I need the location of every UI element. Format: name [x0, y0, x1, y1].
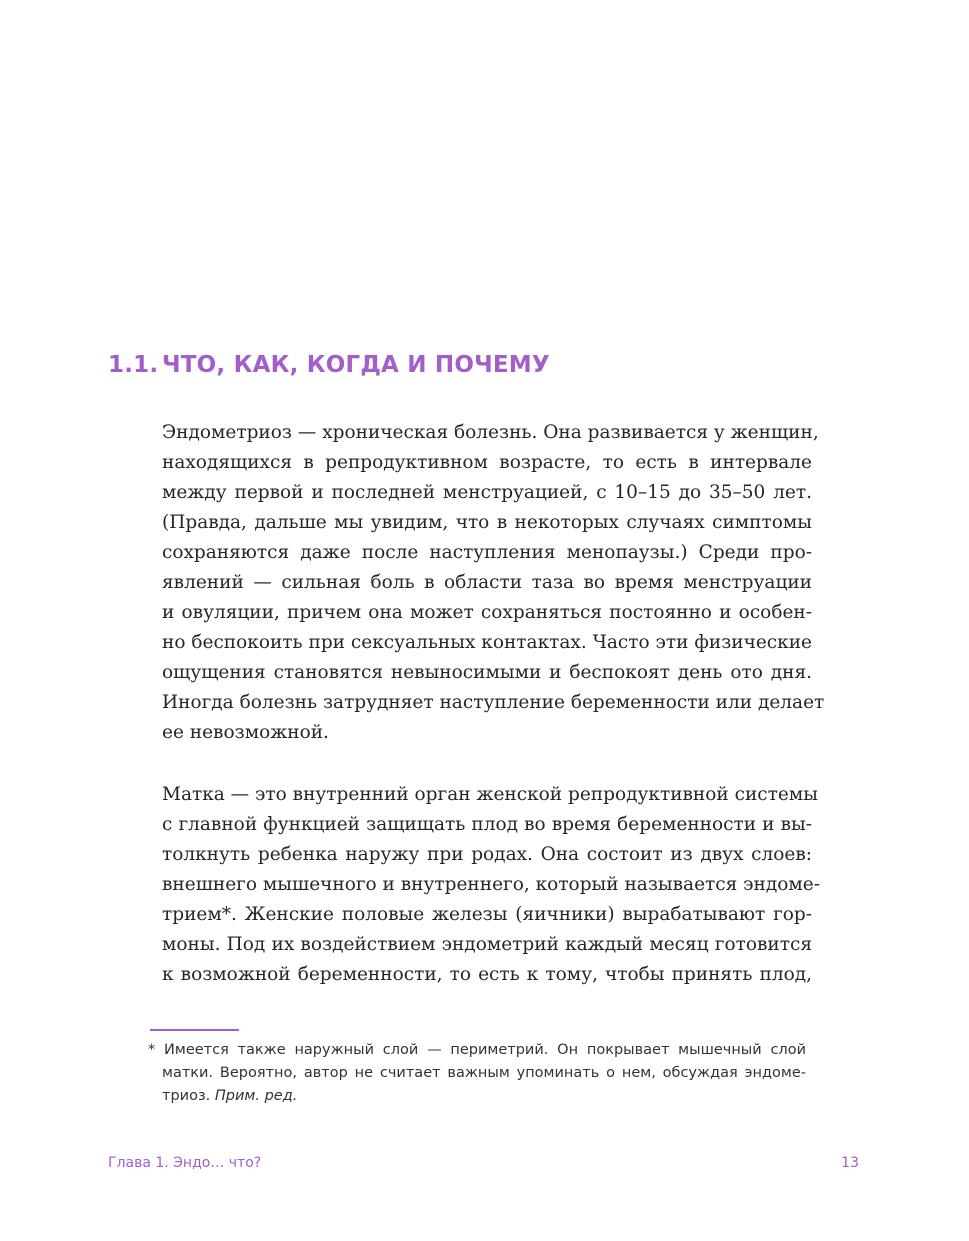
- footnote: [148, 1039, 806, 1108]
- text-line: ощущения становятся невыносимыми и беспокоят день ото дня.: [162, 662, 812, 683]
- footnote-line: [148, 1085, 806, 1108]
- paragraph-1: [162, 418, 825, 748]
- editor-note: Прим. ред.: [214, 1088, 298, 1104]
- running-footer-chapter: Глава 1. Эндо… что?: [108, 1155, 262, 1171]
- page-number: 13: [841, 1155, 859, 1171]
- text-line: Иногда болезнь затрудняет наступление беременности или делает: [162, 692, 825, 713]
- text-line: и овуляции, причем она может сохраняться постоянно и особен-: [162, 602, 812, 623]
- text-line: находящихся в репродуктивном возрасте, то есть в интервале: [162, 452, 812, 473]
- text-line: трием*. Женские половые железы (яичники) вырабатывают гор-: [162, 904, 812, 925]
- text-line: внешнего мышечного и внутреннего, который называется эндоме-: [162, 874, 820, 895]
- text-line: с главной функцией защищать плод во время беременности и вы-: [162, 814, 812, 835]
- footnote-divider: [150, 1029, 239, 1031]
- text-line: но беспокоить при сексуальных контактах. Часто эти физические: [162, 632, 812, 653]
- footnote-text: триоз.: [162, 1088, 215, 1104]
- text-line: (Правда, дальше мы увидим, что в некоторых случаях симптомы: [162, 512, 812, 533]
- text-line: моны. Под их воздействием эндометрий каждый месяц готовится: [162, 934, 812, 955]
- section-title: ЧТО, КАК, КОГДА И ПОЧЕМУ: [162, 352, 550, 378]
- paragraph-2: [162, 780, 820, 990]
- text-line: толкнуть ребенка наружу при родах. Она состоит из двух слоев:: [162, 844, 812, 865]
- text-line: явлений — сильная боль в области таза во время менструации: [162, 572, 812, 593]
- text-line: сохраняются даже после наступления менопаузы.) Среди про-: [162, 542, 812, 563]
- text-line: к возможной беременности, то есть к тому, чтобы принять плод,: [162, 964, 812, 985]
- text-line: Матка — это внутренний орган женской репродуктивной системы: [162, 784, 818, 805]
- section-heading: [108, 352, 550, 378]
- footnote-line: * Имеется также наружный слой — периметрий. Он покрывает мышечный слой: [148, 1042, 806, 1058]
- text-line: ее невозможной.: [162, 722, 329, 743]
- text-line: между первой и последней менструацией, с 10–15 до 35–50 лет.: [162, 482, 812, 503]
- text-line: Эндометриоз — хроническая болезнь. Она развивается у женщин,: [162, 422, 819, 443]
- section-number: 1.1.: [108, 352, 159, 378]
- footnote-line: матки. Вероятно, автор не считает важным упоминать о нем, обсуждая эндоме-: [162, 1065, 806, 1081]
